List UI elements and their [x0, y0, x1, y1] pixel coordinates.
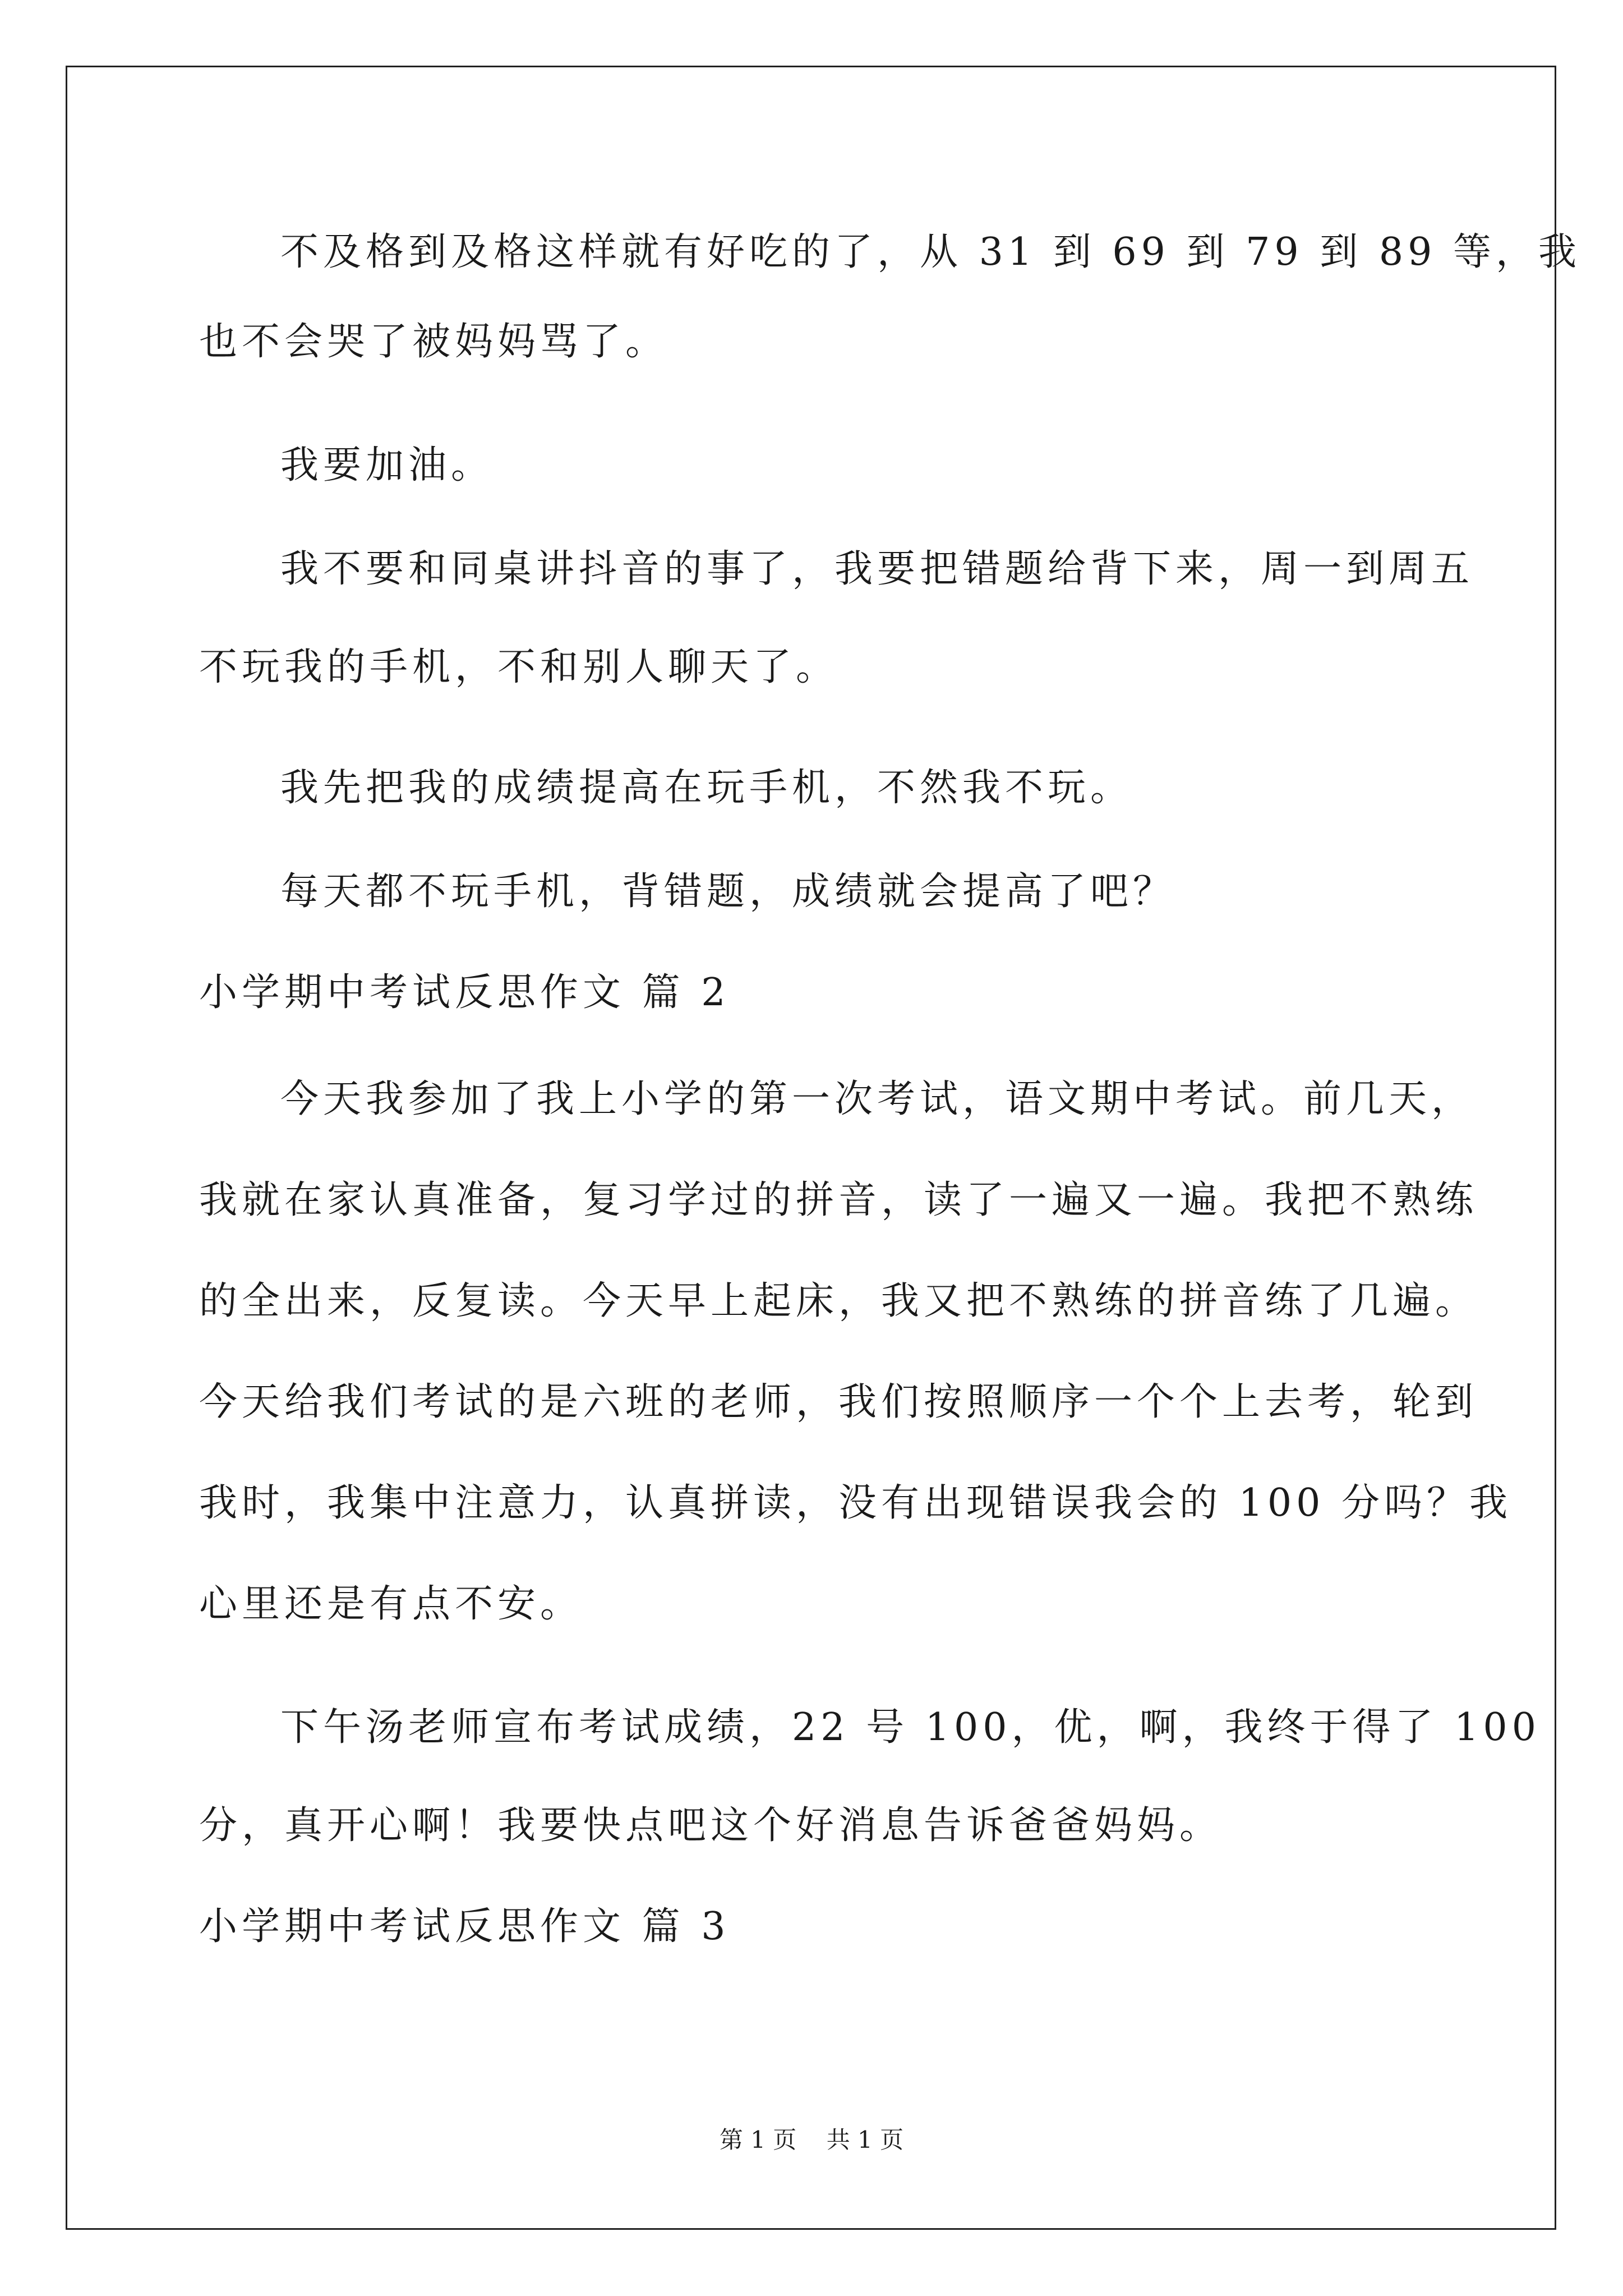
paragraph-7-line-1: 今天我参加了我上小学的第一次考试，语文期中考试。前几天， — [280, 1077, 1474, 1121]
paragraph-1-line-1: 不及格到及格这样就有好吃的了，从 31 到 69 到 79 到 89 等，我 — [280, 230, 1581, 274]
paragraph-7-line-2: 我就在家认真准备，复习学过的拼音，读了一遍又一遍。我把不熟练 — [199, 1178, 1478, 1222]
paragraph-3-line-2: 不玩我的手机，不和别人聊天了。 — [199, 645, 839, 689]
section-heading-3: 小学期中考试反思作文 篇 3 — [199, 1904, 730, 1949]
paragraph-7-line-3: 的全出来，反复读。今天早上起床，我又把不熟练的拼音练了几遍。 — [199, 1279, 1478, 1323]
paragraph-8-line-1: 下午汤老师宣布考试成绩，22 号 100，优，啊，我终于得了 100 — [280, 1705, 1541, 1750]
paragraph-4-line-1: 我先把我的成绩提高在玩手机，不然我不玩。 — [280, 766, 1133, 810]
paragraph-8-line-2: 分，真开心啊！我要快点吧这个好消息告诉爸爸妈妈。 — [199, 1803, 1223, 1848]
paragraph-7-line-4: 今天给我们考试的是六班的老师，我们按照顺序一个个上去考，轮到 — [199, 1380, 1478, 1424]
paragraph-5-line-1: 每天都不玩手机，背错题，成绩就会提高了吧？ — [280, 869, 1176, 914]
paragraph-1-line-2: 也不会哭了被妈妈骂了。 — [199, 320, 668, 364]
paragraph-2-line-1: 我要加油。 — [280, 443, 494, 487]
paragraph-3-line-1: 我不要和同桌讲抖音的事了，我要把错题给背下来，周一到周五 — [280, 547, 1474, 591]
paragraph-7-line-5: 我时，我集中注意力，认真拼读，没有出现错误我会的 100 分吗？我 — [199, 1481, 1513, 1525]
section-heading-2: 小学期中考试反思作文 篇 2 — [199, 970, 730, 1015]
page-footer: 第 1 页 共 1 页 — [719, 2126, 904, 2154]
paragraph-7-line-6: 心里还是有点不安。 — [199, 1582, 583, 1626]
